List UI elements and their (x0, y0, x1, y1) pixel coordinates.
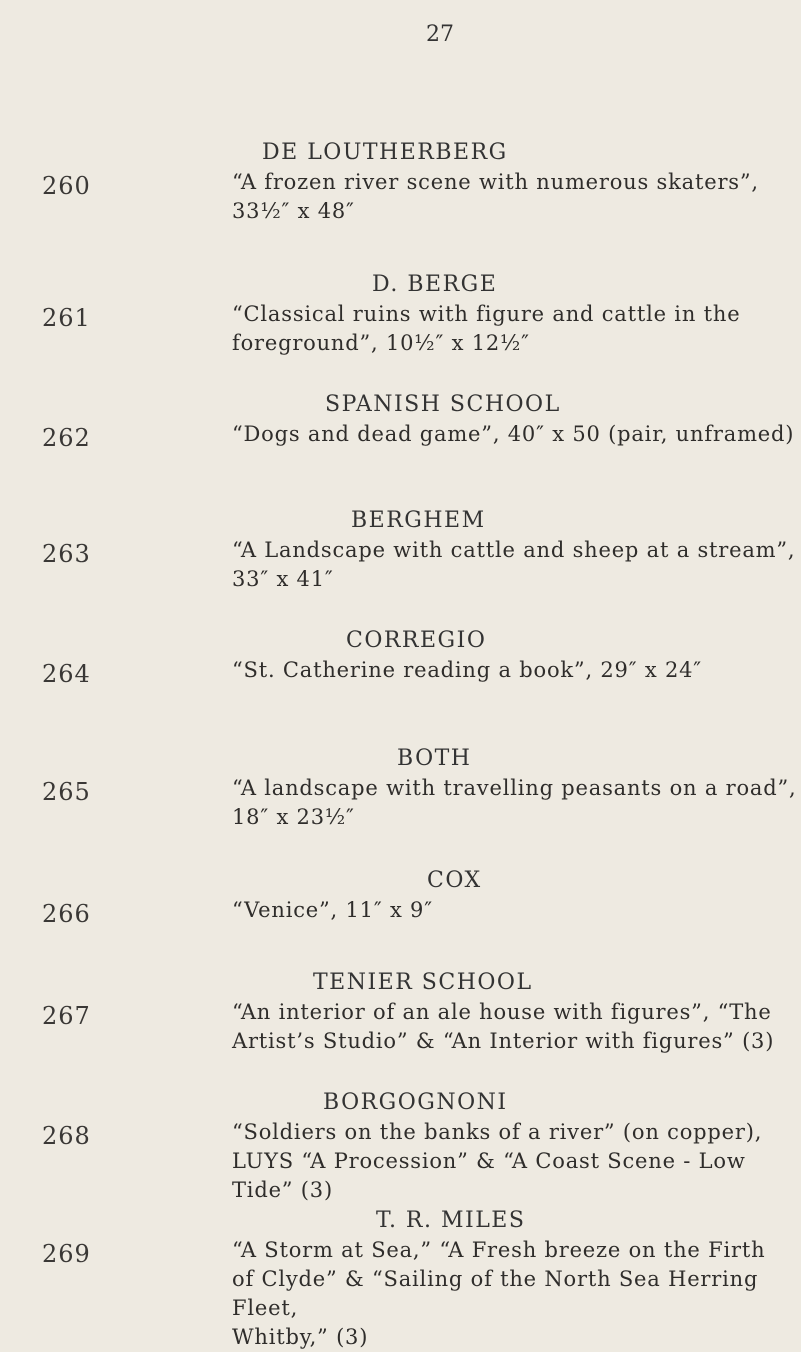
lot-description: “A Storm at Sea,” “A Fresh breeze on the Firth of Clyde” & “Sailing of the North Sea Herring Fleet, Whitby,” (3) (232, 1238, 766, 1349)
lot-description: “Venice”, 11″ x 9″ (232, 898, 433, 922)
lot-description: “Dogs and dead game”, 40″ x 50 (pair, unframed) (232, 422, 795, 446)
artist-name: T. R. MILES (376, 1208, 526, 1233)
artist-name: TENIER SCHOOL (313, 970, 533, 995)
lot-number: 266 (42, 900, 91, 928)
lot-number: 260 (42, 172, 91, 200)
artist-name: BOTH (397, 746, 472, 771)
lot-number: 269 (42, 1240, 91, 1268)
lot-number: 263 (42, 540, 91, 568)
lot-description: “Classical ruins with figure and cattle in the foreground”, 10½″ x 12½″ (232, 302, 741, 355)
lot-description: “A frozen river scene with numerous skaters”, 33½″ x 48″ (232, 170, 759, 223)
lot-number: 267 (42, 1002, 91, 1030)
artist-name: DE LOUTHERBERG (262, 140, 508, 165)
lot-description: “St. Catherine reading a book”, 29″ x 24″ (232, 658, 702, 682)
lot-number: 261 (42, 304, 91, 332)
lot-number: 262 (42, 424, 91, 452)
artist-name: COX (427, 868, 482, 893)
lot-description: “An interior of an ale house with figures”, “The Artist’s Studio” & “An Interior with figures” (3) (232, 1000, 775, 1053)
artist-name: CORREGIO (346, 628, 487, 653)
lot-number: 268 (42, 1122, 91, 1150)
lot-description: “A landscape with travelling peasants on a road”, 18″ x 23½″ (232, 776, 797, 829)
page-number: 27 (426, 22, 454, 47)
artist-name: BORGOGNONI (323, 1090, 508, 1115)
artist-name: SPANISH SCHOOL (325, 392, 561, 417)
lot-description: “Soldiers on the banks of a river” (on copper), LUYS “A Procession” & “A Coast Scene - Low Tide” (3) (232, 1120, 763, 1202)
artist-name: BERGHEM (351, 508, 486, 533)
lot-number: 264 (42, 660, 91, 688)
lot-number: 265 (42, 778, 91, 806)
artist-name: D. BERGE (372, 272, 498, 297)
lot-description: “A Landscape with cattle and sheep at a stream”, 33″ x 41″ (232, 538, 796, 591)
